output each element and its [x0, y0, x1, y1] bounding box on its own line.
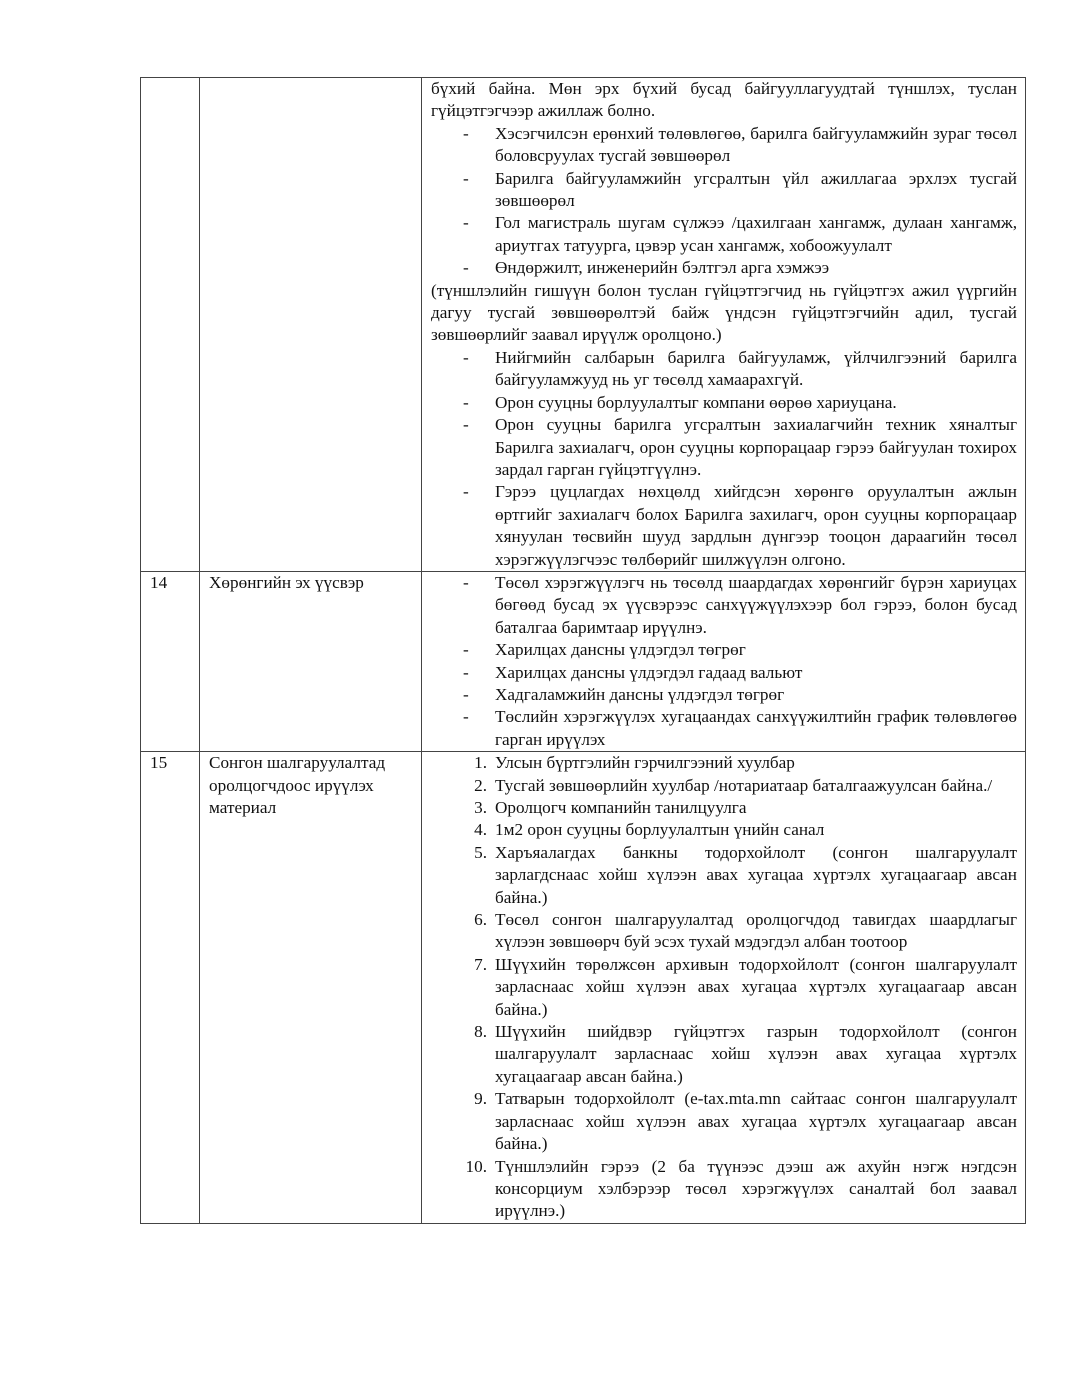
list-item-text: Хэсэгчилсэн ерөнхий төлөвлөгөө, барилга байгууламжийн зураг төсөл боловсруулах тусгай зөвшөөрөл	[495, 123, 1017, 166]
requirements-table	[140, 77, 1026, 1224]
list-item	[431, 123, 1017, 168]
list-item-text: Тусгай зөвшөөрлийн хуулбар /нотариатаар баталгаажуулсан байна./	[495, 775, 993, 795]
dash-marker: -	[463, 258, 469, 278]
list-item	[431, 168, 1017, 213]
list-item	[431, 954, 1017, 1021]
paragraph: бүхий байна. Мөн эрх бүхий бусад байгууллагуудтай түншлэх, туслан гүйцэтгэгчээр ажиллаж болно.	[431, 79, 1017, 121]
list-item-text: Харъяалагдах банкны тодорхойлолт (сонгон шалгаруулалт зарлагдснаас хойш хүлээн авах хугацаа хүртэлх хугацаагаар авсан байна.)	[495, 842, 1017, 907]
list-item-text: Нийгмийн салбарын барилга байгууламж, үйлчилгээний барилга байгууламжууд нь уг төсөлд хамаарахгүй.	[495, 347, 1017, 390]
dash-marker: -	[463, 392, 469, 412]
list-item	[431, 1088, 1017, 1155]
list-number: 9.	[474, 1089, 487, 1109]
list-item-text: Өндөржилт, инженерийн бэлтгэл арга хэмжээ	[495, 258, 830, 278]
row-title: Хөрөнгийн эх үүсвэр	[200, 571, 422, 751]
list-item	[431, 797, 1017, 819]
list-item	[431, 775, 1017, 797]
row-number: 14	[141, 571, 200, 751]
list-item-text: Гэрээ цуцлагдах нөхцөлд хийгдсэн хөрөнгө оруулалтын ажлын өртгийг захиалагч болох Барилга захилагч, орон сууцны корпорацаар хянуулан төсвийн шууд зардлын дүнгээр тооцон дараагийн төсөл хэрэгжүүлэгчээс төлбөрийг шилжүүлэн олгоно.	[495, 482, 1017, 569]
table-row-continued	[141, 78, 1026, 572]
list-item-text: Орон сууцны барилга угсралтын захиалагчийн техник хяналтыг Барилга захиалагч, орон сууцны корпорацаар гэрээ байгуулан тохирох зардал гарган гүйцэтгүүлнэ.	[495, 415, 1017, 479]
row-number-cell	[141, 78, 200, 572]
list-item-text: Түншлэлийн гэрээ (2 ба түүнээс дээш аж ахуйн нэгж нэгдсэн консорциум хэлбэрээр төсөл хэрэгжүүлэх саналтай бол заавал ирүүлнэ.)	[495, 1156, 1017, 1221]
list-number: 5.	[474, 842, 487, 862]
list-item-text: Оролцогч компанийн танилцуулга	[495, 798, 747, 817]
list-item-text: Төслийн хэрэгжүүлэх хугацаандах санхүүжилтийн график төлөвлөгөө гарган ирүүлэх	[495, 707, 1017, 749]
list-item	[431, 572, 1017, 639]
dash-list	[431, 347, 1017, 571]
list-item	[431, 212, 1017, 257]
list-number: 1.	[474, 753, 487, 773]
list-item-text: Орон сууцны борлуулалтыг компани өөрөө хариуцана.	[495, 392, 897, 412]
table-row-15	[141, 752, 1026, 1224]
note-paragraph: (түншлэлийн гишүүн болон туслан гүйцэтгэгчид нь гүйцэтгэх ажил үүргийн дагуу тусгай зөвшөөрөлтэй байж үндсэн гүйцэтгэгчийн адил, тусгай зөвшөөрлийг заавал ирүүлж оролцоно.)	[431, 280, 1017, 345]
dash-marker: -	[463, 415, 469, 435]
list-item-text: Хадгаламжийн дансны үлдэгдэл төгрөг	[495, 684, 785, 704]
dash-marker: -	[463, 168, 469, 188]
dash-marker: -	[463, 123, 469, 143]
list-item-text: Харилцах дансны үлдэгдэл төгрөг	[495, 640, 746, 660]
list-item	[431, 909, 1017, 954]
list-item	[431, 662, 1017, 684]
dash-list	[431, 123, 1017, 280]
dash-marker: -	[463, 213, 469, 233]
list-number: 2.	[474, 775, 487, 795]
list-number: 10.	[465, 1156, 487, 1176]
row-content-cell	[422, 78, 1026, 572]
numbered-list	[431, 752, 1017, 1223]
list-item	[431, 706, 1017, 751]
list-item	[431, 842, 1017, 909]
list-item-text: Шүүхийн төрөлжсөн архивын тодорхойлолт (сонгон шалгаруулалт зарласнаас хойш хүлээн авах хугацаа хүртэлх хугацаагаар авсан байна.)	[495, 954, 1017, 1019]
list-item	[431, 392, 1017, 414]
dash-marker: -	[463, 684, 469, 704]
list-number: 3.	[474, 798, 487, 817]
list-item-text: Татварын тодорхойлолт (e-tax.mta.mn сайтаас сонгон шалгаруулалт зарласнаас хойш хүлээн авах хугацаа хүртэлх хугацаагаар авсан байна.)	[495, 1089, 1017, 1154]
row-number: 15	[141, 752, 200, 1224]
list-item-text: Гол магистраль шугам сүлжээ /цахилгаан хангамж, дулаан хангамж, ариутгах татуурга, цэвэр усан хангамж, хобоожуулалт	[495, 213, 1017, 255]
dash-list	[431, 572, 1017, 751]
dash-marker: -	[463, 662, 469, 682]
list-item	[431, 684, 1017, 706]
list-number: 6.	[474, 910, 487, 930]
row-title: Сонгон шалгаруулалтад оролцогчдоос ирүүлэх материал	[200, 752, 422, 1224]
list-item	[431, 347, 1017, 392]
list-item	[431, 1021, 1017, 1088]
table-row-14	[141, 571, 1026, 751]
dash-marker: -	[463, 640, 469, 660]
list-number: 7.	[474, 954, 487, 974]
dash-marker: -	[463, 482, 469, 502]
list-item	[431, 639, 1017, 661]
list-item-text: Барилга байгууламжийн угсралтын үйл ажиллагаа эрхлэх тусгай зөвшөөрөл	[495, 168, 1017, 211]
list-item-text: Төсөл хэрэгжүүлэгч нь төсөлд шаардагдах хөрөнгийг бүрэн хариуцах бөгөөд бусад эх үүсвэрээс санхүүжүүлэхээр бол гэрээ, болон бусад баталгаа баримтаар ирүүлнэ.	[495, 572, 1017, 637]
row-content-cell	[422, 752, 1026, 1224]
list-item	[431, 752, 1017, 774]
list-item	[431, 819, 1017, 841]
list-number: 8.	[474, 1022, 487, 1042]
dash-marker: -	[463, 347, 469, 367]
list-item	[431, 481, 1017, 571]
row-title-cell	[200, 78, 422, 572]
list-item-text: Төсөл сонгон шалгаруулалтад оролцогчдод тавигдах шаардлагыг хүлээн зөвшөөрч буй эсэх тухай мэдэгдэл албан тоотоор	[495, 910, 1017, 952]
dash-marker: -	[463, 572, 469, 592]
row-content-cell	[422, 571, 1026, 751]
list-item-text: Шүүхийн шийдвэр гүйцэтгэх газрын тодорхойлолт (сонгон шалгаруулалт зарласнаас хойш хүлээн авах хугацаа хүртэлх хугацаагаар авсан байна.)	[495, 1022, 1017, 1086]
dash-marker: -	[463, 707, 469, 727]
list-item	[431, 414, 1017, 481]
list-item-text: Харилцах дансны үлдэгдэл гадаад вальют	[495, 662, 803, 682]
list-item-text: 1м2 орон сууцны борлуулалтын үнийн санал	[495, 820, 825, 840]
list-item	[431, 257, 1017, 279]
list-item	[431, 1156, 1017, 1223]
list-number: 4.	[474, 820, 487, 840]
list-item-text: Улсын бүртгэлийн гэрчилгээний хуулбар	[495, 753, 795, 773]
